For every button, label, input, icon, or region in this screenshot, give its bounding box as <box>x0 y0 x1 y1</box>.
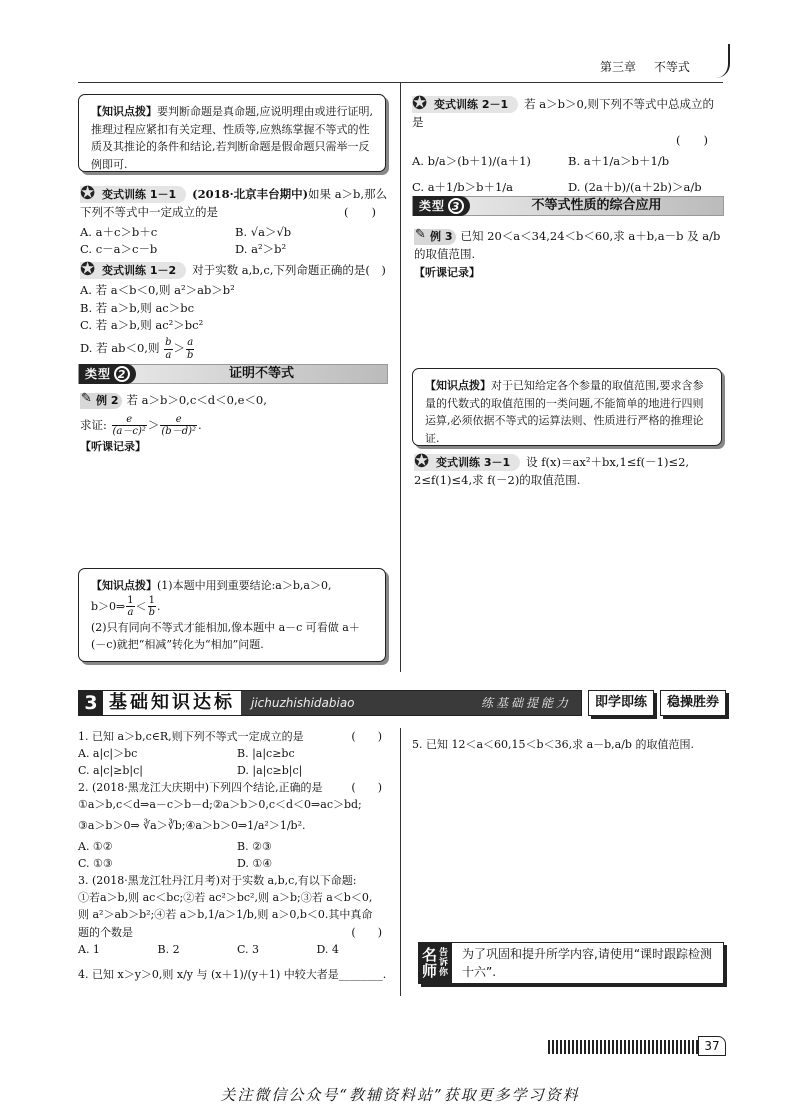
variant-3-1 <box>414 451 724 490</box>
chapter-label: 第三章 <box>600 60 637 74</box>
question-text: 对于实数 a,b,c,下列命题正确的是( ) <box>192 263 386 277</box>
tip-formula: b＞0⇒ $\frac{1}{a}$ ＜ $\frac{1}{b}$ . <box>91 594 161 619</box>
knowledge-tip-1 <box>78 94 386 172</box>
type-label: 类型 3 <box>413 196 470 216</box>
question-text: 如果 a＞b,那么下列不等式中一定成立的是 <box>80 187 388 219</box>
option-c: C. c－a＞c－b <box>80 242 158 257</box>
option-b: B. 2 <box>157 942 180 956</box>
example-tag: ✎ 例 2 <box>80 393 122 409</box>
section-subtitle: jichuzhishidabiao 练基础提能力 <box>241 691 581 715</box>
option-a: A. a|c|＞bc <box>78 747 138 761</box>
star-icon: ✪ <box>414 451 430 472</box>
knowledge-tip-text: 对于已知给定各个参量的取值范围,要求含参量的代数式的取值范围的一类问题,不能简单的地进行四则运算,必须依据不等式的运算法则、性质进行严格的推理论证. <box>425 379 704 445</box>
section-title: 基础知识达标 <box>109 692 235 714</box>
option-d: D. 4 <box>316 942 339 956</box>
knowledge-tip-3 <box>412 368 722 446</box>
option-b: B. |a|c≥bc <box>237 747 295 761</box>
option-c: C. ①③ <box>78 857 113 871</box>
option-d: D. |a|c≥b|c| <box>237 764 303 778</box>
option-d: D. 若 ab＜0,则 $\frac{b}{a}$ ＞ $\frac{a}{b}$ <box>80 337 194 361</box>
subject-label: 不等式 <box>653 60 690 74</box>
header-ornament <box>716 44 730 78</box>
star-icon: ✪ <box>412 93 428 114</box>
question-text: 若 a＞b＞0,则下列不等式中总成立的是 <box>412 97 714 129</box>
exercise-4: 4. 已知 x＞y＞0,则 x/y 与 (x＋1)/(y＋1) 中较大者是________. <box>78 967 387 981</box>
example-3 <box>414 228 724 281</box>
section-slogan: 练基础提能力 <box>480 696 571 710</box>
answer-paren: ( ) <box>351 730 382 743</box>
type-title: 不等式性质的综合应用 <box>531 197 662 213</box>
section-tag-2: 稳操胜券 <box>660 690 726 716</box>
answer-paren: ( ) <box>344 204 376 219</box>
fraction: $\frac{a}{b}$ <box>187 337 194 361</box>
section-number: 3 <box>79 691 103 715</box>
option-a: A. a＋c＞b＋c <box>80 224 158 239</box>
example-condition: 若 a＞b＞0,c＜d＜0,e＜0, <box>126 393 267 407</box>
fraction: $\frac{e}{\text{(b－d)²}}$ <box>161 413 197 438</box>
exercise-5: 5. 已知 12＜a＜60,15＜b＜36,求 a－b,a/b 的取值范围. <box>412 738 694 751</box>
type-label: 类型 2 <box>79 364 136 384</box>
exercise-list <box>78 728 396 983</box>
teacher-tip <box>418 942 724 984</box>
variant-tag: ✪ 变式训练 1－1 <box>80 186 186 203</box>
example-2 <box>80 392 390 455</box>
variant-1-2 <box>80 259 390 361</box>
teacher-tip-text: 为了巩固和提升所学内容,请使用“课时跟踪检测十六”. <box>462 947 713 979</box>
option-b: B. a＋1/a＞b＋1/b <box>568 154 670 169</box>
fraction: $\frac{1}{b}$ <box>148 594 156 619</box>
source-label: (2018·北京丰台期中) <box>192 187 309 201</box>
option-a: A. 1 <box>78 942 100 956</box>
option-a: A. b/a＞(b＋1)/(a＋1) <box>412 154 531 169</box>
option-d: D. ①④ <box>237 857 273 871</box>
lecture-record-label: 【听课记录】 <box>414 265 480 279</box>
section-tag-1: 即学即练 <box>588 690 654 716</box>
star-icon: ✪ <box>80 183 96 204</box>
option-b: B. 若 a＞b,则 ac＞bc <box>80 300 195 315</box>
exercise-3: 3. (2018·黑龙江牡丹江月考)对于实数 a,b,c,有以下命题: ①若a＞b,则 ac＜bc;②若 ac²＞bc²,则 a＞b;③若 a＜b＜0, 则 a²＞ab＞b²;④若 a＞b,1/a＞1/b,则 a＞0,b＜0.其中真命 题的个数是 ( ) A. 1 B. 2 C. 3 D. 4 <box>78 872 396 957</box>
example-prove: 求证: $\frac{e}{\text{(a－c)²}}$ ＞ $\frac{e}{\text{(b－d)²}}$ . <box>80 413 202 438</box>
example-text: 已知 20＜a＜34,24＜b＜60,求 a＋b,a－b 及 a/b 的取值范围. <box>414 229 721 261</box>
option-a: A. 若 a＜b＜0,则 a²＞ab＞b² <box>80 282 235 297</box>
answer-paren: ( ) <box>351 781 382 795</box>
page-number-pattern <box>548 1040 698 1054</box>
knowledge-tip-title: 【知识点拨】 <box>91 105 157 118</box>
variant-2-1 <box>412 93 724 197</box>
option-d: D. (2a＋b)/(a＋2b)＞a/b <box>568 180 702 195</box>
answer-paren: ( ) <box>351 925 382 939</box>
footer-note: 关注微信公众号“教辅资料站”获取更多学习资料 <box>220 1086 580 1104</box>
knowledge-tip-text: 要判断命题是真命题,应说明理由或进行证明,推理过程应紧扣有关定理、性质等,应熟练掌握不等式的性质及其推论的条件和结论,若判断命题是假命题只需举一反例即可. <box>91 105 373 171</box>
column-divider <box>400 82 401 672</box>
example-tag: ✎ 例 3 <box>414 229 456 245</box>
fraction: $\frac{e}{\text{(a－c)²}}$ <box>112 413 146 438</box>
star-icon: ✪ <box>80 259 96 280</box>
section-band <box>78 690 726 716</box>
option-d: D. a²＞b² <box>235 242 287 257</box>
lecture-record-label: 【听课记录】 <box>80 439 146 453</box>
variant-tag: ✪ 变式训练 2－1 <box>412 96 518 113</box>
type-title: 证明不等式 <box>229 365 295 381</box>
variant-tag: ✪ 变式训练 1－2 <box>80 262 186 279</box>
option-c: C. a|c|≥b|c| <box>78 764 143 778</box>
exercise-2: 2. (2018·黑龙江大庆期中)下列四个结论,正确的是 ( ) ①a＞b,c＜d⇒a－c＞b－d;②a＞b＞0,c＜d＜0⇒ac＞bd; ③a＞b＞0⇒ ∛a＞∛b;④a＞b＞0⇒1/a²＞1/b². A. ①② B. ②③ C. ①③ D. ①④ <box>78 779 396 872</box>
teacher-tip-heading: 名 师 告 诉 你 <box>419 943 452 983</box>
type-number: 3 <box>448 198 464 214</box>
fraction: $\frac{b}{a}$ <box>165 337 172 361</box>
type-3-banner <box>412 196 724 216</box>
variant-tag: ✪ 变式训练 3－1 <box>414 454 520 471</box>
option-c: C. 若 a＞b,则 ac²＞bc² <box>80 318 204 333</box>
type-number: 2 <box>114 366 130 382</box>
fraction: $\frac{1}{a}$ <box>127 594 134 619</box>
option-c: C. a＋1/b＞b＋1/a <box>412 180 514 195</box>
knowledge-tip-2: 【知识点拨】(1)本题中用到重要结论:a＞b,a＞0, b＞0⇒ $\frac{1}{a}$ ＜ $\frac{1}{b}$ . (2)只有同向不等式才能相加,像本题中 a－c 可看做 a＋(－c)就把“相减”转化为“相加”问题. <box>78 568 386 662</box>
variant-1-1 <box>80 183 390 259</box>
option-b: B. ②③ <box>237 840 272 854</box>
answer-paren: ( ) <box>676 132 708 147</box>
knowledge-tip-title: 【知识点拨】 <box>425 379 491 392</box>
option-a: A. ①② <box>78 840 113 854</box>
page-number: 37 <box>698 1036 726 1056</box>
type-2-banner <box>78 364 388 384</box>
knowledge-tip-title: 【知识点拨】 <box>91 579 157 592</box>
option-b: B. √a＞√b <box>235 224 292 239</box>
running-header <box>600 58 690 77</box>
question-text: 设 f(x)＝ax²＋bx,1≤f(－1)≤2, 2≤f(1)≤4,求 f(－2)的取值范围. <box>414 455 690 487</box>
option-c: C. 3 <box>237 942 260 956</box>
exercise-column-divider <box>400 728 401 996</box>
exercise-1: 1. 已知 a＞b,c∈R,则下列不等式一定成立的是 ( ) A. a|c|＞bc B. |a|c≥bc C. a|c|≥b|c| D. |a|c≥b|c| <box>78 728 396 779</box>
